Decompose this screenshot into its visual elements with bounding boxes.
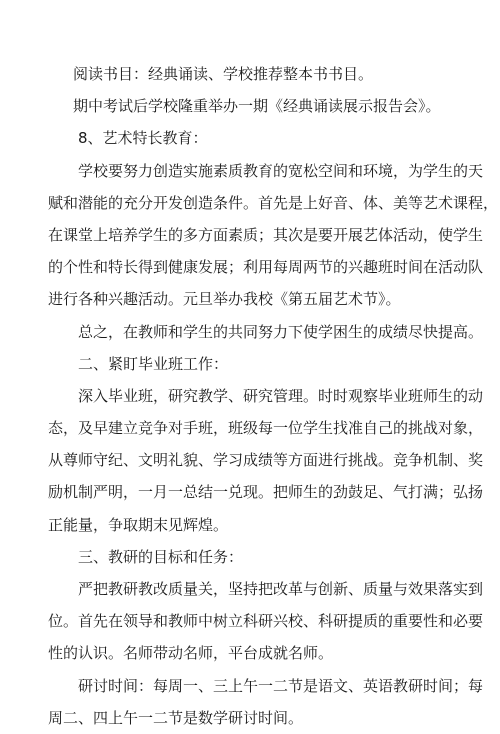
summary-line: 总之，在教师和学生的共同努力下使学困生的成绩尽快提高。	[78, 322, 484, 341]
section-heading-graduating-class: 二、紧盯毕业班工作：	[78, 354, 229, 373]
paragraph-line: 周二、四上午一二节是数学研讨时间。	[48, 708, 304, 727]
paragraph-line: 性的认识。名师带动名师，平台成就名师。	[48, 644, 334, 663]
paragraph-line: 正能量，争取期末见辉煌。	[48, 515, 229, 534]
paragraph-line: 严把教研教改质量关，坚持把改革与创新、质量与效果落实到	[78, 580, 484, 598]
paragraph-line: 进行各种兴趣活动。元旦举办我校《第五届艺术节》。	[48, 290, 401, 309]
reading-list-line: 阅读书目：经典诵读、学校推荐整本书书目。	[73, 65, 374, 83]
paragraph-line: 的个性和特长得到健康发展；利用每周两节的兴趣班时间在活动队	[48, 258, 484, 277]
paragraph-line: 深入毕业班，研究教学、研究管理。时时观察毕业班师生的动	[78, 386, 484, 405]
paragraph-line: 研讨时间：每周一、三上午一二节是语文、英语教研时间；每	[78, 676, 484, 695]
paragraph-line: 从尊师守纪、文明礼貌、学习成绩等方面进行挑战。竞争机制、奖	[48, 451, 484, 470]
paragraph-line: 位。首先在领导和教师中树立科研兴校、科研提质的重要性和必要	[48, 612, 484, 631]
paragraph-line: 在课堂上培养学生的多方面素质；其次是要开展艺体活动，使学生	[48, 225, 484, 244]
midterm-event-line: 期中考试后学校隆重举办一期《经典诵读展示报告会》。	[73, 97, 441, 116]
paragraph-line: 学校要努力创造实施素质教育的宽松空间和环境，为学生的天	[78, 161, 484, 180]
section-heading-research-goals: 三、教研的目标和任务：	[78, 547, 244, 566]
paragraph-line: 态，及早建立竞争对手班，班级每一位学生找准自己的挑战对象，	[48, 419, 484, 438]
section-heading-art-education: 8、艺术特长教育：	[78, 129, 208, 148]
paragraph-line: 赋和潜能的充分开发创造条件。首先是上好音、体、美等艺术课程，	[48, 193, 499, 212]
paragraph-line: 励机制严明，一月一总结一兑现。把师生的劲鼓足、气打满；弘扬	[48, 483, 484, 502]
document-page	[48, 58, 499, 734]
